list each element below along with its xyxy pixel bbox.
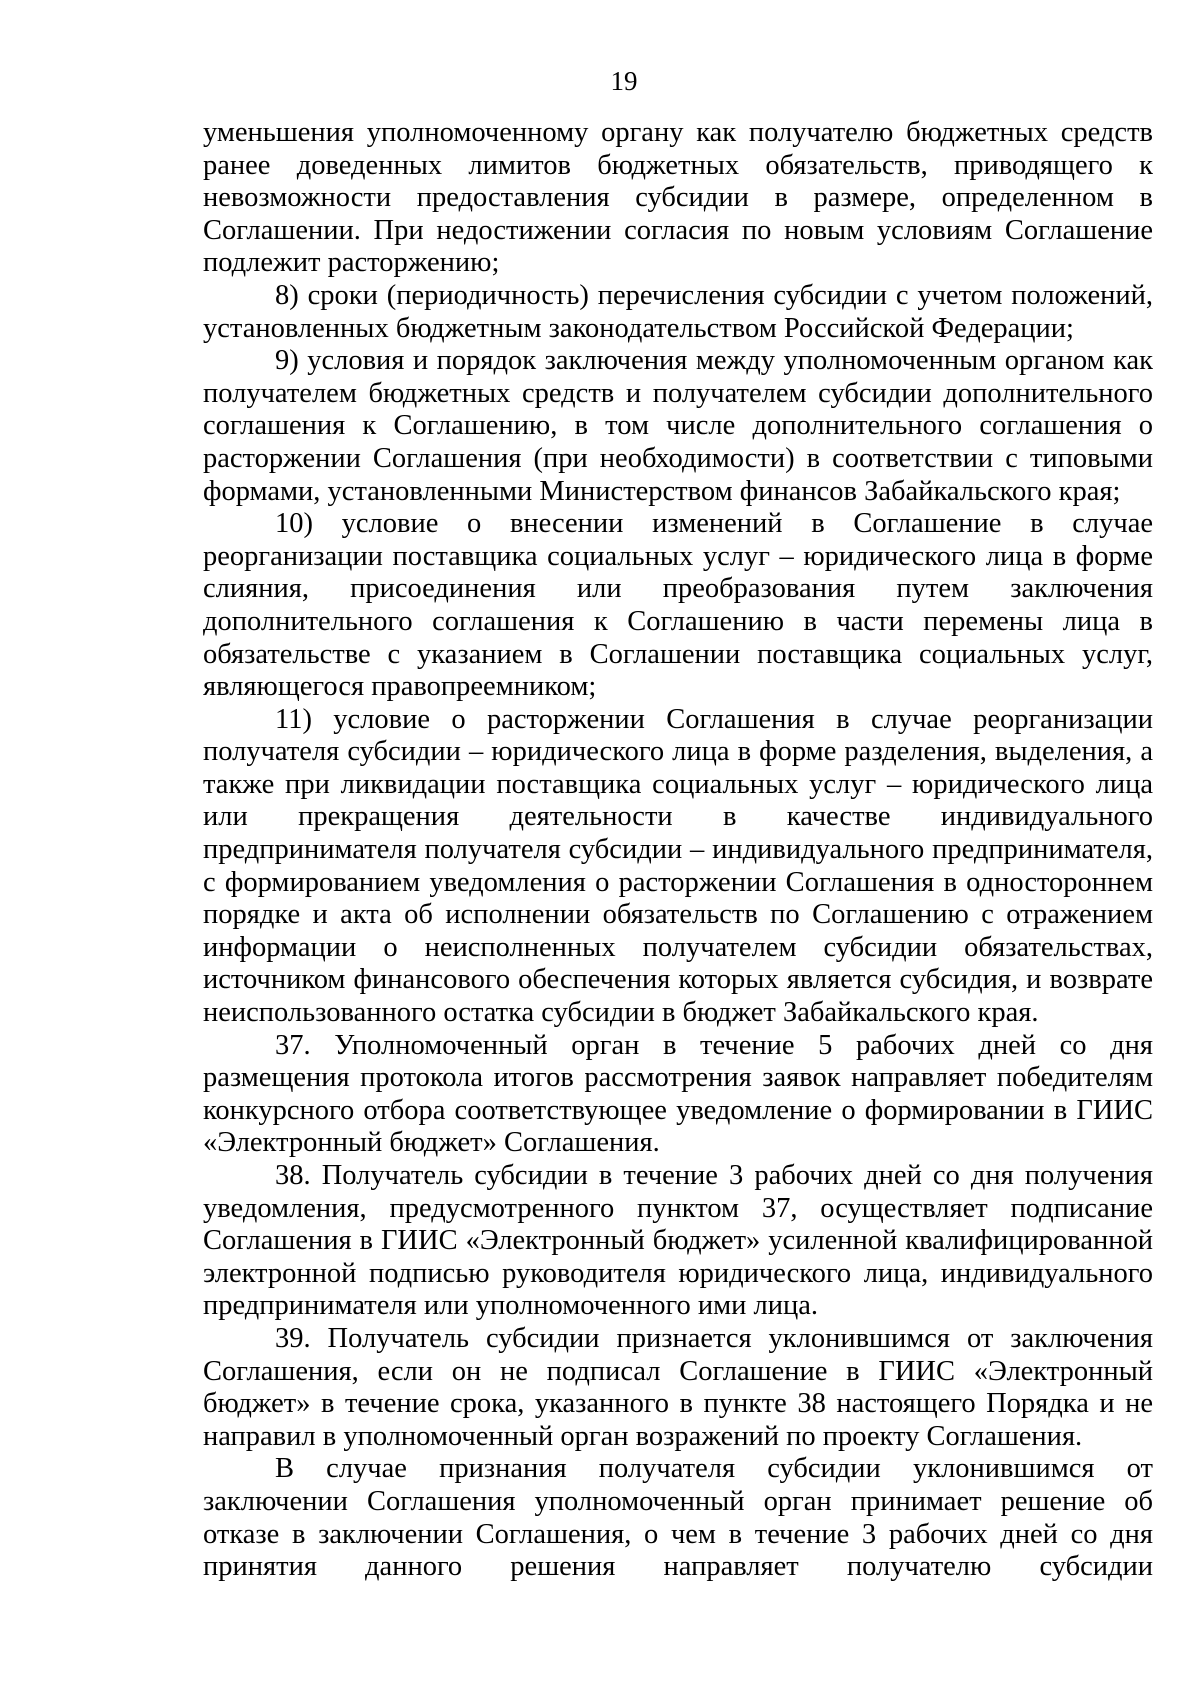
- paragraph-refusal: В случае признания получателя субсидии уклонившимся от заключении Соглашения уполномоченный орган принимает решение об отказе в заключении Соглашения, о чем в течение 3 рабочих дней со дня принятия данного решения направляет получателю субсидии: [203, 1453, 1153, 1583]
- paragraph-item-11: 11) условие о расторжении Соглашения в случае реорганизации получателя субсидии – юридического лица в форме разделения, выделения, а также при ликвидации поставщика социальных услуг – юридического лица или прекращения деятельности в качестве индивидуального предпринимателя получателя субсидии – индивидуального предпринимателя, с формированием уведомления о расторжении Соглашения в одностороннем порядке и акта об исполнении обязательств по Соглашению с отражением информации о неисполненных получателем субсидии обязательствах, источником финансового обеспечения которых является субсидия, и возврате неиспользованного остатка субсидии в бюджет Забайкальского края.: [203, 703, 1153, 1029]
- paragraph-item-10: 10) условие о внесении изменений в Соглашение в случае реорганизации поставщика социальных услуг – юридического лица в форме слияния, присоединения или преобразования путем заключения дополнительного соглашения к Соглашению в части перемены лица в обязательстве с указанием в Соглашении поставщика социальных услуг, являющегося правопреемником;: [203, 508, 1153, 703]
- paragraph-39: 39. Получатель субсидии признается уклонившимся от заключения Соглашения, если он не подписал Соглашение в ГИИС «Электронный бюджет» в течение срока, указанного в пункте 38 настоящего Порядка и не направил в уполномоченный орган возражений по проекту Соглашения.: [203, 1322, 1153, 1452]
- paragraph-38: 38. Получатель субсидии в течение 3 рабочих дней со дня получения уведомления, предусмотренного пунктом 37, осуществляет подписание Соглашения в ГИИС «Электронный бюджет» усиленной квалифицированной электронной подписью руководителя юридического лица, индивидуального предпринимателя или уполномоченного ими лица.: [203, 1160, 1153, 1322]
- document-body: [203, 117, 1153, 1584]
- paragraph-item-8: 8) сроки (периодичность) перечисления субсидии с учетом положений, установленных бюджетным законодательством Российской Федерации;: [203, 279, 1153, 344]
- paragraph-item-9: 9) условия и порядок заключения между уполномоченным органом как получателем бюджетных средств и получателем субсидии дополнительного соглашения к Соглашению, в том числе дополнительного соглашения о расторжении Соглашения (при необходимости) в соответствии с типовыми формами, установленными Министерством финансов Забайкальского края;: [203, 345, 1153, 507]
- paragraph-37: 37. Уполномоченный орган в течение 5 рабочих дней со дня размещения протокола итогов рассмотрения заявок направляет победителям конкурсного отбора соответствующее уведомление о формировании в ГИИС «Электронный бюджет» Соглашения.: [203, 1029, 1153, 1159]
- page-number: 19: [610, 66, 638, 96]
- paragraph-continuation: уменьшения уполномоченному органу как получателю бюджетных средств ранее доведенных лимитов бюджетных обязательств, приводящего к невозможности предоставления субсидии в размере, определенном в Соглашении. При недостижении согласия по новым условиям Соглашение подлежит расторжению;: [203, 117, 1153, 279]
